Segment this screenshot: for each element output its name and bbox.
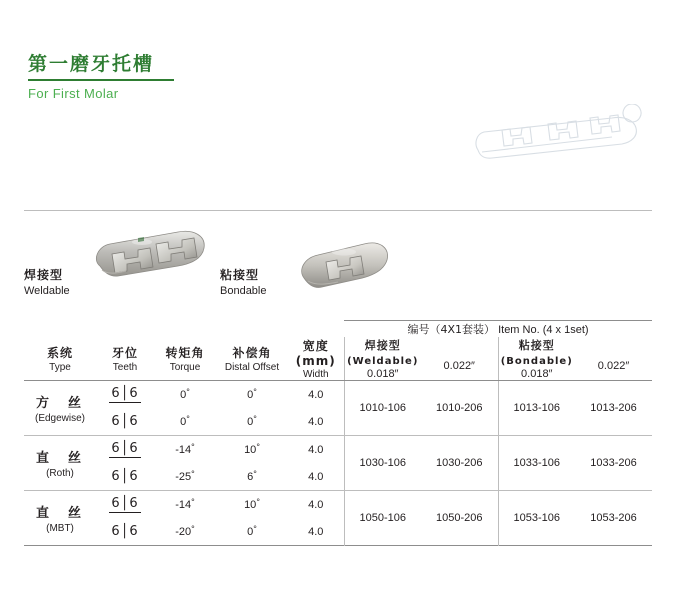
bondable-bracket-image — [292, 234, 396, 301]
row-torque-upper-2 — [154, 491, 216, 519]
row-offset-upper-0 — [216, 381, 288, 409]
row-width-upper-1 — [288, 436, 344, 464]
col-header-width — [288, 337, 344, 381]
row-teeth-lower-2 — [96, 518, 154, 546]
torque-lower-0: 0 — [180, 415, 187, 428]
degree-icon: ° — [253, 413, 257, 424]
bondable-label-cn: 粘接型 — [220, 268, 260, 282]
col-header-bondable-cn: 粘接型 — [518, 339, 555, 352]
col-header-offset — [216, 337, 288, 381]
row-teeth-lower-0 — [96, 408, 154, 436]
col-header-bondable-022 — [575, 337, 652, 381]
product-photo-area — [24, 218, 652, 318]
itemno-weldable-022-2: 1050-206 — [436, 512, 483, 524]
bondable-label-en: Bondable — [220, 285, 267, 297]
offset-lower-2: 0 — [247, 525, 254, 538]
page-title-cn: 第一磨牙托槽 — [28, 53, 155, 75]
col-header-type — [24, 337, 96, 381]
table-row — [24, 491, 652, 519]
row-width-upper-0 — [288, 381, 344, 409]
offset-lower-0: 0 — [247, 415, 254, 428]
col-header-weldable-018-size: 0.018″ — [367, 368, 399, 380]
row-teeth-upper-2 — [96, 491, 154, 519]
table-row — [24, 436, 652, 464]
col-header-width-en: Width — [302, 369, 329, 380]
row-teeth-lower-1 — [96, 463, 154, 491]
itemno-weldable-022-0: 1010-206 — [436, 402, 483, 414]
col-header-teeth-en: Teeth — [112, 362, 138, 373]
itemno-bondable-018-2: 1053-106 — [498, 491, 575, 546]
col-header-torque-en: Torque — [169, 362, 201, 373]
degree-icon: ° — [191, 496, 195, 507]
bondable-label — [220, 266, 267, 297]
degree-icon: ° — [253, 523, 257, 534]
col-header-weldable-018 — [344, 337, 421, 381]
row-width-lower-2 — [288, 518, 344, 546]
spec-table — [24, 320, 652, 546]
col-header-weldable-022-size: 0.022″ — [443, 360, 475, 372]
degree-icon: ° — [256, 496, 260, 507]
row-type-cn-2: 直 丝 — [35, 506, 84, 521]
itemno-bondable-022-2: 1053-206 — [590, 512, 637, 524]
row-type-cn-1: 直 丝 — [35, 451, 84, 466]
width-upper-1: 4.0 — [308, 443, 324, 456]
teeth-upper-1: 6│6 — [111, 441, 139, 456]
width-upper-2: 4.0 — [308, 498, 324, 511]
width-upper-0: 4.0 — [308, 388, 324, 401]
col-header-bondable-018 — [498, 337, 575, 381]
bracket-outline-illustration — [462, 104, 652, 176]
row-width-lower-1 — [288, 463, 344, 491]
teeth-lower-2: 6│6 — [111, 524, 139, 539]
offset-upper-2: 10 — [244, 498, 257, 511]
teeth-upper-0: 6│6 — [111, 386, 139, 401]
row-teeth-upper-1 — [96, 436, 154, 464]
weldable-bracket-image — [82, 226, 212, 293]
row-teeth-upper-0 — [96, 381, 154, 409]
col-header-type-en: Type — [49, 362, 71, 373]
itemno-weldable-018-0: 1010-106 — [344, 381, 421, 436]
row-offset-upper-2 — [216, 491, 288, 519]
width-lower-0: 4.0 — [308, 415, 324, 428]
teeth-lower-0: 6│6 — [111, 414, 139, 429]
degree-icon: ° — [191, 468, 195, 479]
col-header-bondable-018-size: 0.018″ — [521, 368, 553, 380]
row-offset-upper-1 — [216, 436, 288, 464]
width-lower-1: 4.0 — [308, 470, 324, 483]
col-header-torque — [154, 337, 216, 381]
offset-upper-1: 10 — [244, 443, 257, 456]
row-offset-lower-1 — [216, 463, 288, 491]
col-header-torque-cn: 转矩角 — [165, 346, 205, 360]
degree-icon: ° — [191, 523, 195, 534]
spec-table-wrap — [24, 320, 652, 546]
degree-icon: ° — [253, 468, 257, 479]
col-header-weldable-022 — [421, 337, 498, 381]
row-torque-lower-1 — [154, 463, 216, 491]
offset-lower-1: 6 — [247, 470, 254, 483]
item-no-banner-en: Item No. (4 x 1set) — [498, 324, 589, 336]
col-header-teeth — [96, 337, 154, 381]
page-title-en: For First Molar — [28, 86, 119, 101]
col-header-offset-en: Distal Offset — [224, 362, 280, 373]
row-width-lower-0 — [288, 408, 344, 436]
offset-upper-0: 0 — [247, 388, 254, 401]
col-header-width-cn: 宽度(mm) — [295, 339, 336, 368]
teeth-upper-2: 6│6 — [111, 496, 139, 511]
row-type-cn-0: 方 丝 — [35, 396, 84, 411]
torque-upper-1: -14 — [175, 443, 192, 456]
col-header-bondable-022-size: 0.022″ — [597, 360, 630, 372]
divider-top — [24, 210, 652, 211]
col-header-bondable-en: (Bondable) — [500, 356, 573, 367]
page-header — [28, 52, 174, 101]
itemno-bondable-022-1: 1033-206 — [590, 457, 637, 469]
degree-icon: ° — [186, 413, 190, 424]
row-torque-upper-1 — [154, 436, 216, 464]
weldable-label-en: Weldable — [24, 285, 70, 297]
row-type-2 — [24, 491, 96, 546]
col-header-teeth-cn: 牙位 — [111, 346, 138, 360]
row-type-en-2: (MBT) — [46, 523, 74, 534]
row-type-en-1: (Roth) — [46, 468, 74, 479]
itemno-weldable-022-1: 1030-206 — [436, 457, 483, 469]
row-offset-lower-0 — [216, 408, 288, 436]
col-header-type-cn: 系统 — [46, 346, 73, 360]
degree-icon: ° — [191, 441, 195, 452]
torque-upper-2: -14 — [175, 498, 192, 511]
torque-lower-2: -20 — [175, 525, 192, 538]
row-type-1 — [24, 436, 96, 491]
degree-icon: ° — [253, 386, 257, 397]
torque-upper-0: 0 — [180, 388, 187, 401]
itemno-bondable-022-0: 1013-206 — [590, 402, 637, 414]
row-torque-upper-0 — [154, 381, 216, 409]
degree-icon: ° — [186, 386, 190, 397]
table-header-banner-row — [24, 321, 652, 338]
row-torque-lower-0 — [154, 408, 216, 436]
width-lower-2: 4.0 — [308, 525, 324, 538]
itemno-bondable-018-0: 1013-106 — [498, 381, 575, 436]
itemno-bondable-018-1: 1033-106 — [498, 436, 575, 491]
itemno-weldable-018-1: 1030-106 — [344, 436, 421, 491]
col-header-weldable-cn: 焊接型 — [364, 339, 401, 352]
degree-icon: ° — [256, 441, 260, 452]
table-header-row — [24, 337, 652, 381]
table-row — [24, 381, 652, 409]
weldable-label-cn: 焊接型 — [24, 268, 64, 282]
row-width-upper-2 — [288, 491, 344, 519]
torque-lower-1: -25 — [175, 470, 192, 483]
weldable-label — [24, 266, 70, 297]
row-torque-lower-2 — [154, 518, 216, 546]
row-offset-lower-2 — [216, 518, 288, 546]
col-header-offset-cn: 补偿角 — [232, 346, 272, 360]
row-type-0 — [24, 381, 96, 436]
title-underline — [28, 79, 174, 81]
row-type-en-0: (Edgewise) — [34, 413, 86, 424]
item-no-banner-cn: 编号（4X1套装） — [407, 323, 496, 336]
teeth-lower-1: 6│6 — [111, 469, 139, 484]
item-no-banner — [344, 321, 652, 338]
itemno-weldable-018-2: 1050-106 — [344, 491, 421, 546]
col-header-weldable-en: (Weldable) — [347, 356, 419, 367]
